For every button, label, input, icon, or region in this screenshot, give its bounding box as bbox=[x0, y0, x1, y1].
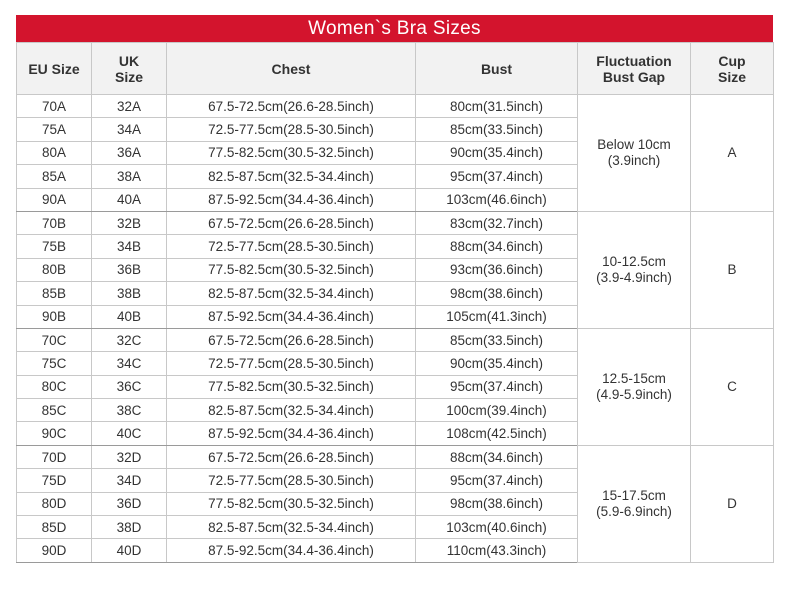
bust-cell: 98cm(38.6inch) bbox=[416, 282, 578, 305]
bust-gap-cell: Below 10cm (3.9inch) bbox=[578, 95, 691, 212]
uk-size-cell: 34A bbox=[92, 118, 167, 141]
uk-size-cell: 40D bbox=[92, 539, 167, 562]
bust-gap-cell: 15-17.5cm (5.9-6.9inch) bbox=[578, 445, 691, 562]
uk-size-cell: 32B bbox=[92, 211, 167, 234]
bust-cell: 90cm(35.4inch) bbox=[416, 352, 578, 375]
bust-cell: 98cm(38.6inch) bbox=[416, 492, 578, 515]
eu-size-cell: 90B bbox=[17, 305, 92, 328]
bust-cell: 93cm(36.6inch) bbox=[416, 258, 578, 281]
size-table bbox=[16, 42, 774, 563]
chest-cell: 72.5-77.5cm(28.5-30.5inch) bbox=[167, 469, 416, 492]
uk-size-cell: 32C bbox=[92, 328, 167, 351]
uk-size-cell: 32A bbox=[92, 95, 167, 118]
chest-cell: 77.5-82.5cm(30.5-32.5inch) bbox=[167, 375, 416, 398]
bust-cell: 88cm(34.6inch) bbox=[416, 235, 578, 258]
uk-size-cell: 36D bbox=[92, 492, 167, 515]
uk-size-cell: 38B bbox=[92, 282, 167, 305]
chest-cell: 72.5-77.5cm(28.5-30.5inch) bbox=[167, 235, 416, 258]
chest-cell: 67.5-72.5cm(26.6-28.5inch) bbox=[167, 211, 416, 234]
header-eu-size: EU Size bbox=[17, 43, 92, 95]
bust-cell: 88cm(34.6inch) bbox=[416, 445, 578, 468]
chest-cell: 67.5-72.5cm(26.6-28.5inch) bbox=[167, 445, 416, 468]
eu-size-cell: 85D bbox=[17, 516, 92, 539]
uk-size-cell: 38D bbox=[92, 516, 167, 539]
chest-cell: 82.5-87.5cm(32.5-34.4inch) bbox=[167, 165, 416, 188]
eu-size-cell: 70D bbox=[17, 445, 92, 468]
header-cup-size: Cup Size bbox=[691, 43, 774, 95]
eu-size-cell: 85C bbox=[17, 399, 92, 422]
bust-cell: 95cm(37.4inch) bbox=[416, 375, 578, 398]
chest-cell: 77.5-82.5cm(30.5-32.5inch) bbox=[167, 258, 416, 281]
header-uk-size: UK Size bbox=[92, 43, 167, 95]
uk-size-cell: 36A bbox=[92, 141, 167, 164]
eu-size-cell: 80B bbox=[17, 258, 92, 281]
cup-size-cell: C bbox=[691, 328, 774, 445]
bust-cell: 80cm(31.5inch) bbox=[416, 95, 578, 118]
table-row bbox=[17, 95, 774, 118]
eu-size-cell: 80A bbox=[17, 141, 92, 164]
chest-cell: 87.5-92.5cm(34.4-36.4inch) bbox=[167, 188, 416, 211]
bust-cell: 103cm(40.6inch) bbox=[416, 516, 578, 539]
eu-size-cell: 80C bbox=[17, 375, 92, 398]
uk-size-cell: 40C bbox=[92, 422, 167, 445]
bust-cell: 110cm(43.3inch) bbox=[416, 539, 578, 562]
eu-size-cell: 85A bbox=[17, 165, 92, 188]
eu-size-cell: 70C bbox=[17, 328, 92, 351]
bust-cell: 108cm(42.5inch) bbox=[416, 422, 578, 445]
uk-size-cell: 32D bbox=[92, 445, 167, 468]
table-body bbox=[17, 95, 774, 563]
cup-size-cell: A bbox=[691, 95, 774, 212]
chest-cell: 87.5-92.5cm(34.4-36.4inch) bbox=[167, 422, 416, 445]
uk-size-cell: 34B bbox=[92, 235, 167, 258]
uk-size-cell: 36B bbox=[92, 258, 167, 281]
uk-size-cell: 40A bbox=[92, 188, 167, 211]
header-chest: Chest bbox=[167, 43, 416, 95]
eu-size-cell: 70B bbox=[17, 211, 92, 234]
bust-cell: 85cm(33.5inch) bbox=[416, 328, 578, 351]
uk-size-cell: 38C bbox=[92, 399, 167, 422]
bust-cell: 105cm(41.3inch) bbox=[416, 305, 578, 328]
size-chart bbox=[16, 15, 773, 563]
chest-cell: 77.5-82.5cm(30.5-32.5inch) bbox=[167, 141, 416, 164]
chest-cell: 87.5-92.5cm(34.4-36.4inch) bbox=[167, 539, 416, 562]
chest-cell: 82.5-87.5cm(32.5-34.4inch) bbox=[167, 516, 416, 539]
chest-cell: 82.5-87.5cm(32.5-34.4inch) bbox=[167, 399, 416, 422]
cup-size-cell: D bbox=[691, 445, 774, 562]
uk-size-cell: 38A bbox=[92, 165, 167, 188]
uk-size-cell: 34C bbox=[92, 352, 167, 375]
header-fluctuation-bust-gap: Fluctuation Bust Gap bbox=[578, 43, 691, 95]
eu-size-cell: 85B bbox=[17, 282, 92, 305]
bust-cell: 85cm(33.5inch) bbox=[416, 118, 578, 141]
chest-cell: 67.5-72.5cm(26.6-28.5inch) bbox=[167, 95, 416, 118]
eu-size-cell: 75D bbox=[17, 469, 92, 492]
bust-gap-cell: 12.5-15cm (4.9-5.9inch) bbox=[578, 328, 691, 445]
chest-cell: 72.5-77.5cm(28.5-30.5inch) bbox=[167, 352, 416, 375]
table-header bbox=[17, 43, 774, 95]
bust-cell: 95cm(37.4inch) bbox=[416, 469, 578, 492]
uk-size-cell: 40B bbox=[92, 305, 167, 328]
chest-cell: 72.5-77.5cm(28.5-30.5inch) bbox=[167, 118, 416, 141]
bust-cell: 95cm(37.4inch) bbox=[416, 165, 578, 188]
bust-cell: 83cm(32.7inch) bbox=[416, 211, 578, 234]
uk-size-cell: 34D bbox=[92, 469, 167, 492]
bust-gap-cell: 10-12.5cm (3.9-4.9inch) bbox=[578, 211, 691, 328]
uk-size-cell: 36C bbox=[92, 375, 167, 398]
bust-cell: 100cm(39.4inch) bbox=[416, 399, 578, 422]
chest-cell: 82.5-87.5cm(32.5-34.4inch) bbox=[167, 282, 416, 305]
eu-size-cell: 70A bbox=[17, 95, 92, 118]
eu-size-cell: 75A bbox=[17, 118, 92, 141]
chest-cell: 67.5-72.5cm(26.6-28.5inch) bbox=[167, 328, 416, 351]
bust-cell: 90cm(35.4inch) bbox=[416, 141, 578, 164]
eu-size-cell: 75C bbox=[17, 352, 92, 375]
bust-cell: 103cm(46.6inch) bbox=[416, 188, 578, 211]
chest-cell: 77.5-82.5cm(30.5-32.5inch) bbox=[167, 492, 416, 515]
eu-size-cell: 90D bbox=[17, 539, 92, 562]
chest-cell: 87.5-92.5cm(34.4-36.4inch) bbox=[167, 305, 416, 328]
cup-size-cell: B bbox=[691, 211, 774, 328]
eu-size-cell: 80D bbox=[17, 492, 92, 515]
table-row bbox=[17, 211, 774, 234]
table-row bbox=[17, 445, 774, 468]
eu-size-cell: 90C bbox=[17, 422, 92, 445]
eu-size-cell: 90A bbox=[17, 188, 92, 211]
header-bust: Bust bbox=[416, 43, 578, 95]
table-row bbox=[17, 328, 774, 351]
eu-size-cell: 75B bbox=[17, 235, 92, 258]
chart-title: Women`s Bra Sizes bbox=[16, 15, 773, 42]
